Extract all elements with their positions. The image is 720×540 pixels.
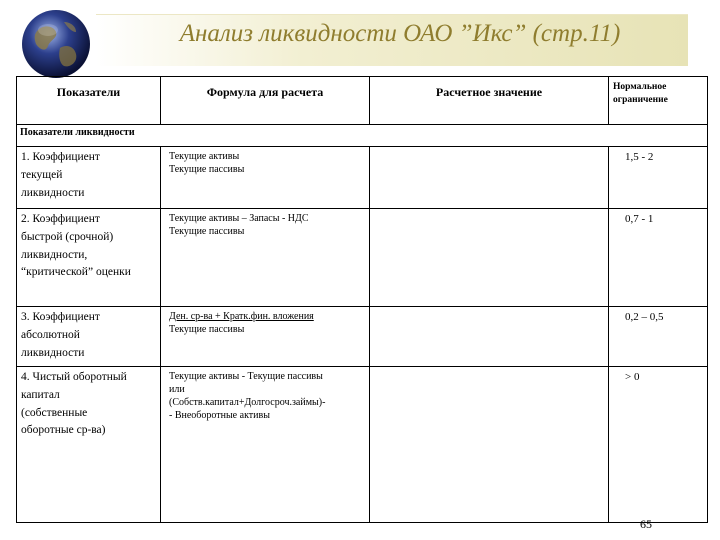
indicator-line: абсолютной	[21, 328, 80, 341]
norm-cell: > 0	[609, 367, 708, 523]
indicator-line: оборотные ср-ва)	[21, 424, 106, 437]
header-norm-line1: Нормальное	[613, 82, 667, 92]
formula-line: Текущие активы – Запасы - НДС	[169, 213, 309, 224]
indicator-line: ликвидности	[21, 186, 85, 199]
header-value: Расчетное значение	[370, 77, 609, 125]
formula-cell	[161, 367, 370, 523]
norm-cell: 0,2 – 0,5	[609, 307, 708, 367]
indicator-cell	[17, 209, 161, 307]
value-cell	[370, 147, 609, 209]
value-cell	[370, 367, 609, 523]
indicator-line: ликвидности,	[21, 248, 88, 261]
indicator-cell	[17, 307, 161, 367]
table-row	[17, 367, 708, 523]
slide-title: Анализ ликвидности ОАО ”Икс” (стр.11)	[179, 20, 621, 47]
page-number: 65	[640, 517, 652, 531]
formula-line: Ден. ср-ва + Кратк.фин. вложения	[169, 311, 314, 322]
indicator-line: 1. Коэффициент	[21, 151, 100, 163]
formula-cell	[161, 147, 370, 209]
indicator-line: (собственные	[21, 406, 88, 419]
liquidity-table	[16, 76, 708, 523]
globe-icon	[20, 8, 92, 80]
table-row	[17, 147, 708, 209]
formula-line: Текущие пассивы	[169, 324, 245, 335]
indicator-line: 4. Чистый оборотный	[21, 371, 127, 383]
header-indicators: Показатели	[17, 77, 161, 125]
header-norm-line2: ограничение	[613, 95, 668, 106]
formula-line: Текущие пассивы	[169, 226, 245, 237]
section-liquidity: Показатели ликвидности	[17, 125, 708, 147]
norm-cell: 0,7 - 1	[609, 209, 708, 307]
indicator-line: 2. Коэффициент	[21, 213, 100, 225]
value-cell	[370, 307, 609, 367]
formula-line: или	[169, 384, 185, 395]
indicator-line: ликвидности	[21, 346, 85, 359]
norm-cell: 1,5 - 2	[609, 147, 708, 209]
formula-line: Текущие активы - Текущие пассивы	[169, 371, 323, 382]
indicator-line: 3. Коэффициент	[21, 311, 100, 323]
indicator-line: капитал	[21, 388, 60, 401]
table-row	[17, 307, 708, 367]
indicator-cell	[17, 147, 161, 209]
formula-cell	[161, 307, 370, 367]
indicator-line: быстрой (срочной)	[21, 230, 114, 243]
indicator-line: “критической” оценки	[21, 266, 131, 279]
formula-line: (Собств.капитал+Долгосроч.займы)-	[169, 397, 326, 408]
title-banner	[96, 14, 688, 66]
indicator-cell	[17, 367, 161, 523]
formula-line: - Внеоборотные активы	[169, 410, 270, 421]
formula-line: Текущие пассивы	[169, 164, 245, 175]
formula-line: Текущие активы	[169, 151, 240, 162]
formula-cell	[161, 209, 370, 307]
table-row	[17, 209, 708, 307]
header-formula: Формула для расчета	[161, 77, 370, 125]
indicator-line: текущей	[21, 168, 63, 181]
value-cell	[370, 209, 609, 307]
header-norm	[609, 77, 708, 125]
